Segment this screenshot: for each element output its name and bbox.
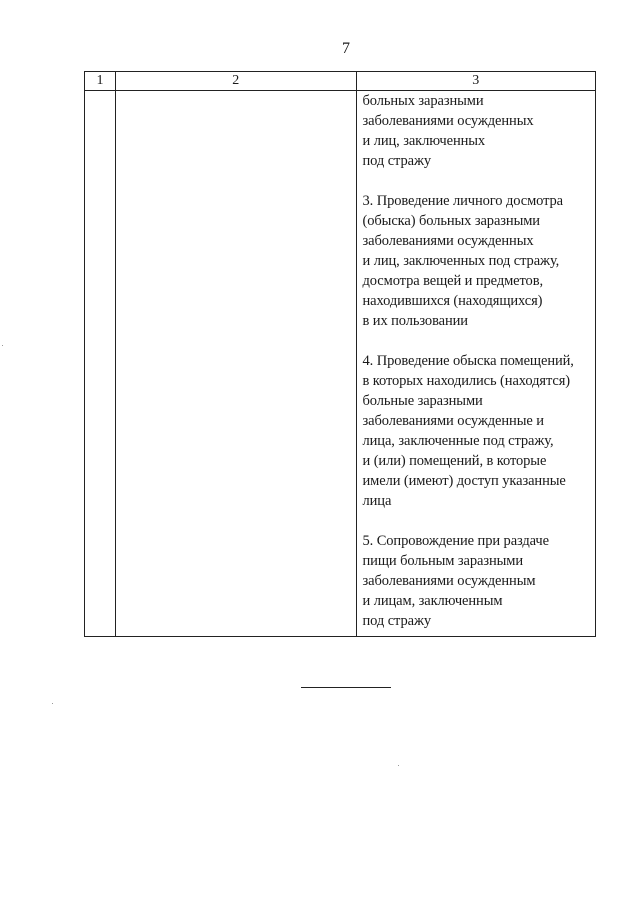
list-item-3: 3. Проведение личного досмотра (обыска) больных заразными заболеваниями осужденных и лиц, заключенных под стражу, досмотра вещей и предметов, находившихся (находящихся) в их пользовании	[362, 193, 564, 329]
column-1-cell	[85, 91, 116, 637]
page-number: 7	[342, 40, 350, 57]
document-table	[84, 71, 596, 637]
table-header-row	[85, 72, 596, 91]
scan-artifact	[2, 345, 3, 346]
end-separator-line	[301, 687, 391, 688]
table-row	[85, 91, 596, 637]
list-item-5: 5. Сопровождение при раздаче пищи больным заразными заболеваниями осужденным и лицам, заключенным под стражу	[362, 533, 549, 629]
scan-artifact	[398, 765, 399, 766]
column-3-cell	[356, 91, 595, 637]
list-item-4: 4. Проведение обыска помещений, в которых находились (находятся) больные заразными заболеваниями осужденные и лица, заключенные под стражу, и (или) помещений, в которые имели (имеют) доступ указанные лица	[362, 353, 574, 509]
column-2-cell	[116, 91, 356, 637]
column-header-2: 2	[116, 72, 356, 91]
column-header-1: 1	[85, 72, 116, 91]
list-item-continuation: больных заразными заболеваниями осужденных и лиц, заключенных под стражу	[362, 93, 534, 169]
column-header-3: 3	[356, 72, 595, 91]
scan-artifact	[52, 703, 53, 704]
